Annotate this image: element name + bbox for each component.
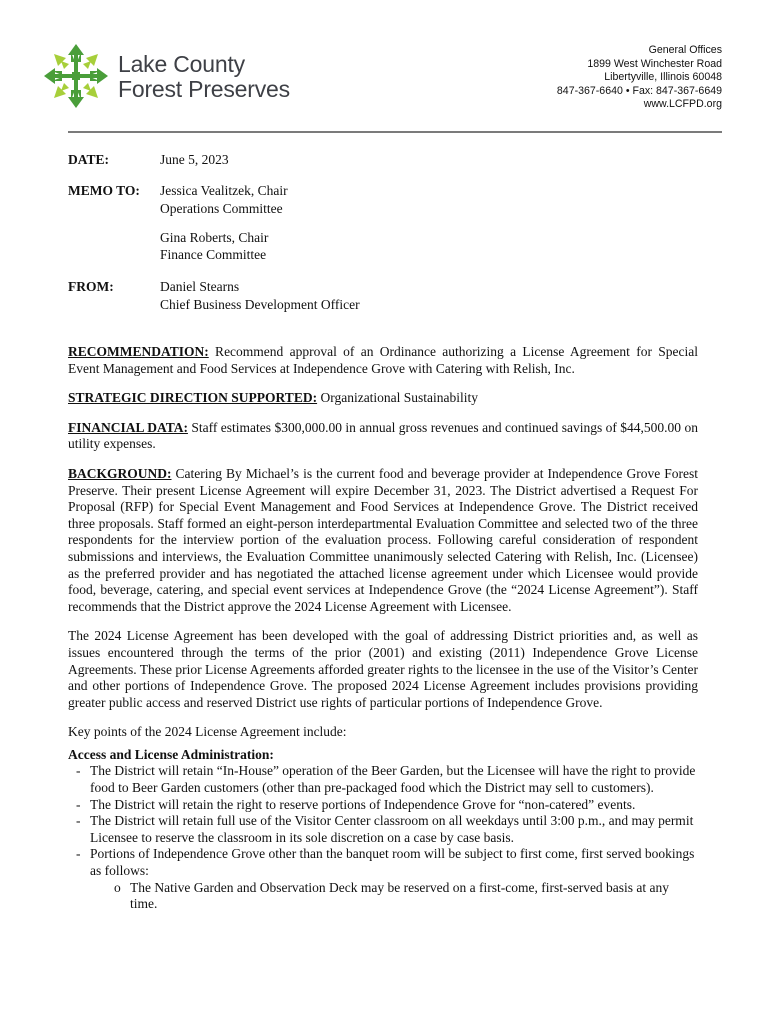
access-heading: Access and License Administration: <box>68 746 274 762</box>
sender-name: Daniel Stearns <box>160 279 240 294</box>
header-divider <box>68 131 722 133</box>
office-label: General Offices <box>648 44 722 56</box>
recipient-1-name: Jessica Vealitzek, Chair <box>160 183 288 198</box>
date-value: June 5, 2023 <box>160 152 229 167</box>
strategic-direction-paragraph <box>68 390 698 407</box>
sub-bullet-list <box>68 880 698 913</box>
lake-county-logo <box>42 42 110 115</box>
background-paragraph <box>68 466 698 615</box>
strategic-direction-heading: STRATEGIC DIRECTION SUPPORTED: <box>68 390 318 406</box>
memo-to-label: MEMO TO: <box>68 183 140 198</box>
org-name-line1: Lake County <box>118 51 245 77</box>
list-item: - The District will retain the right to reserve portions of Independence Grove for “non-catered” events. <box>68 797 698 814</box>
contact-block <box>557 44 722 112</box>
strategic-direction-text: Organizational Sustainability <box>317 390 479 406</box>
goals-paragraph: The 2024 License Agreement has been developed with the goal of addressing District priorities and, as well as issues encountered through the terms of the prior (2001) and existing (2011) Independence Grove License Agreements. These prior License Agreements afforded greater rights to the licensee in the use of the Visitor’s Center and other portions of Independence Grove. The proposed 2024 License Agreement includes provisions providing greater public access and reserved District use rights of particular portions of Independence Grove. <box>68 628 698 710</box>
access-bullet-list <box>68 763 698 879</box>
recommendation-text: Recommend approval of an Ordinance authorizing a License Agreement for Special Event Management and Food Services at Independence Grove with Catering with Relish, Inc. <box>68 344 698 376</box>
financial-data-paragraph <box>68 420 698 453</box>
recipient-1-committee: Operations Committee <box>160 201 283 216</box>
list-item: - The District will retain “In-House” operation of the Beer Garden, but the Licensee will have the right to provide food to Beer Garden customers (other than pre-packaged food which the District may sell to customers). <box>68 763 698 796</box>
leaf-cross-icon <box>42 42 110 110</box>
address-line1: 1899 West Winchester Road <box>587 57 722 70</box>
phone-fax: 847-367-6640 • Fax: 847-367-6649 <box>556 84 722 97</box>
organization-name <box>118 52 290 102</box>
key-points-intro: Key points of the 2024 License Agreement include: <box>68 724 347 740</box>
background-text: Catering By Michael’s is the current food and beverage provider at Independence Grove Forest Preserve. Their present License Agreement will expire December 31, 2023. The District advertised a Request For Proposal (RFP) for Special Event Management and Food Services at Independence Grove. The District received three proposals. Staff formed an eight-person interdepartmental Evaluation Committee and selected two of the three respondents for the interview portion of the evaluation process. Following careful consideration of respondent submissions and interviews, the Evaluation Committee unanimously selected Catering with Relish, Inc. (Licensee) as the preferred provider and has negotiated the attached license agreement under which Licensee would provide food, beverage, catering, and special event services at Independence Grove (the “2024 License Agreement”). Staff recommends that the District approve the 2024 License Agreement with Licensee. <box>68 465 698 614</box>
from-label: FROM: <box>68 279 114 294</box>
recipient-2-committee: Finance Committee <box>160 247 267 262</box>
sub-list-item: o The Native Garden and Observation Deck may be reserved on a first-come, first-served basis at any time. <box>68 880 698 913</box>
memo-body <box>68 344 698 913</box>
recipient-2-name: Gina Roberts, Chair <box>160 230 269 245</box>
website: www.LCFPD.org <box>643 98 722 111</box>
financial-data-heading: FINANCIAL DATA: <box>68 419 188 435</box>
list-item: - Portions of Independence Grove other than the banquet room will be subject to first come, first served bookings as follows: <box>68 846 698 879</box>
sender-title: Chief Business Development Officer <box>160 297 360 312</box>
address-line2: Libertyville, Illinois 60048 <box>604 71 722 84</box>
list-item: - The District will retain full use of the Visitor Center classroom on all weekdays until 3:00 p.m., and may permit Licensee to reserve the classroom in its sole discretion on a case by case basis. <box>68 813 698 846</box>
org-name-line2: Forest Preserves <box>118 76 290 102</box>
date-label: DATE: <box>68 152 110 167</box>
financial-data-text: Staff estimates $300,000.00 in annual gross revenues and continued savings of $44,500.00 on utility expenses. <box>68 419 698 452</box>
recommendation-heading: RECOMMENDATION: <box>68 344 209 359</box>
background-heading: BACKGROUND: <box>68 465 172 481</box>
recommendation-paragraph <box>68 344 698 377</box>
